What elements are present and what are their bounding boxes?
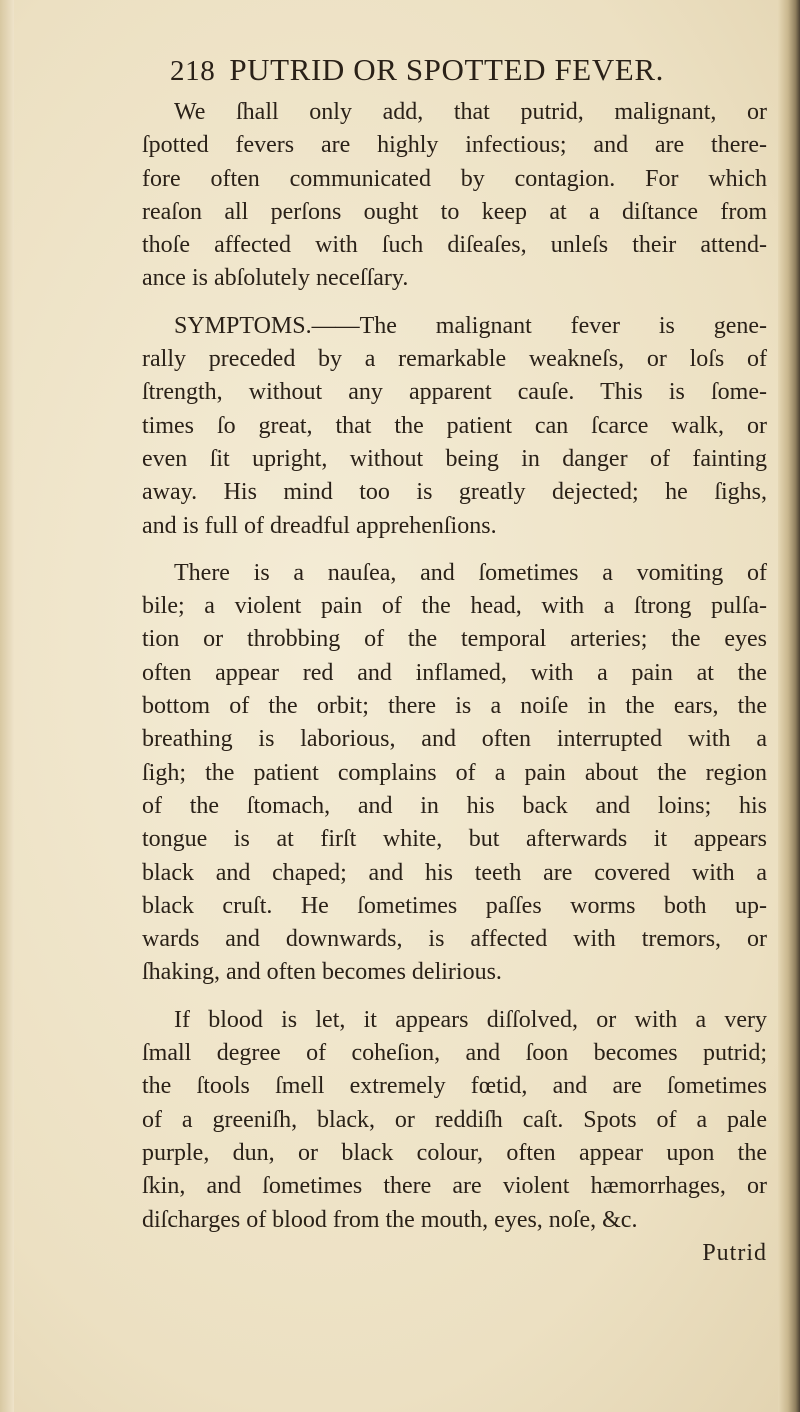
page-left-edge: [0, 0, 14, 1412]
text-line: black cruſt. He ſometimes paſſes worms both up-: [142, 892, 767, 919]
text-line: ſtrength, without any apparent cauſe. This is ſome-: [142, 379, 767, 406]
text-line: times ſo great, that the patient can ſcarce walk, or: [142, 412, 767, 439]
text-line: bile; a violent pain of the head, with a ſtrong pulſa-: [142, 593, 767, 620]
text-line: tion or throbbing of the temporal arteries; the eyes: [142, 626, 767, 653]
text-line: purple, dun, or black colour, often appear upon the: [142, 1139, 767, 1166]
text-line: even ſit upright, without being in danger of fainting: [142, 445, 767, 472]
text-line: There is a nauſea, and ſometimes a vomiting of: [174, 559, 767, 586]
text-line: rally preceded by a remarkable weakneſs, or loſs of: [142, 346, 767, 373]
text-line: fore often communicated by contagion. For which: [142, 165, 767, 192]
catchword: Putrid: [702, 1239, 767, 1266]
text-line: black and chaped; and his teeth are covered with a: [142, 859, 767, 886]
text-line: away. His mind too is greatly dejected; he ſighs,: [142, 479, 767, 506]
paragraph-container: [142, 96, 767, 1237]
text-line: ſigh; the patient complains of a pain about the region: [142, 759, 767, 786]
text-line: ſhaking, and often becomes delirious.: [142, 959, 502, 986]
paragraph: [142, 310, 767, 543]
paragraph-gap: [142, 296, 767, 310]
text-line: reaſon all perſons ought to keep at a diſtance from: [142, 198, 767, 225]
text-line: of the ſtomach, and in his back and loins; his: [142, 792, 767, 819]
text-line: thoſe affected with ſuch diſeaſes, unleſs their attend-: [142, 232, 767, 259]
text-line: diſcharges of blood from the mouth, eyes, noſe, &c.: [142, 1206, 638, 1233]
text-line: ſpotted fevers are highly infectious; and are there-: [142, 132, 767, 159]
text-line: SYMPTOMS.——The malignant fever is gene-: [174, 312, 767, 339]
paragraph: [142, 557, 767, 990]
text-line: bottom of the orbit; there is a noiſe in the ears, the: [142, 693, 767, 720]
text-line: If blood is let, it appears diſſolved, or with a very: [174, 1006, 767, 1033]
text-line: often appear red and inflamed, with a pain at the: [142, 659, 767, 686]
text-line: the ſtools ſmell extremely fœtid, and are ſometimes: [142, 1073, 767, 1100]
text-line: ance is abſolutely neceſſary.: [142, 265, 409, 292]
text-line: and is full of dreadful apprehenſions.: [142, 512, 497, 539]
paragraph: [142, 96, 767, 296]
page-right-edge-shadow: [778, 0, 800, 1412]
running-title: PUTRID OR SPOTTED FEVER.: [229, 52, 664, 87]
running-head: [170, 52, 790, 92]
text-line: of a greeniſh, black, or reddiſh caſt. Spots of a pale: [142, 1106, 767, 1133]
text-line: We ſhall only add, that putrid, malignant, or: [174, 99, 767, 125]
text-line: breathing is laborious, and often interrupted with a: [142, 726, 767, 753]
paragraph-gap: [142, 990, 767, 1004]
text-line: wards and downwards, is affected with tremors, or: [142, 926, 767, 953]
paragraph-gap: [142, 543, 767, 557]
page-number: 218: [170, 55, 216, 87]
body-text: [142, 96, 767, 1270]
text-line: ſkin, and ſometimes there are violent hæmorrhages, or: [142, 1173, 767, 1200]
paragraph: [142, 1004, 767, 1237]
text-line: tongue is at firſt white, but afterwards it appears: [142, 826, 767, 853]
text-line: ſmall degree of coheſion, and ſoon becomes putrid;: [142, 1040, 767, 1067]
